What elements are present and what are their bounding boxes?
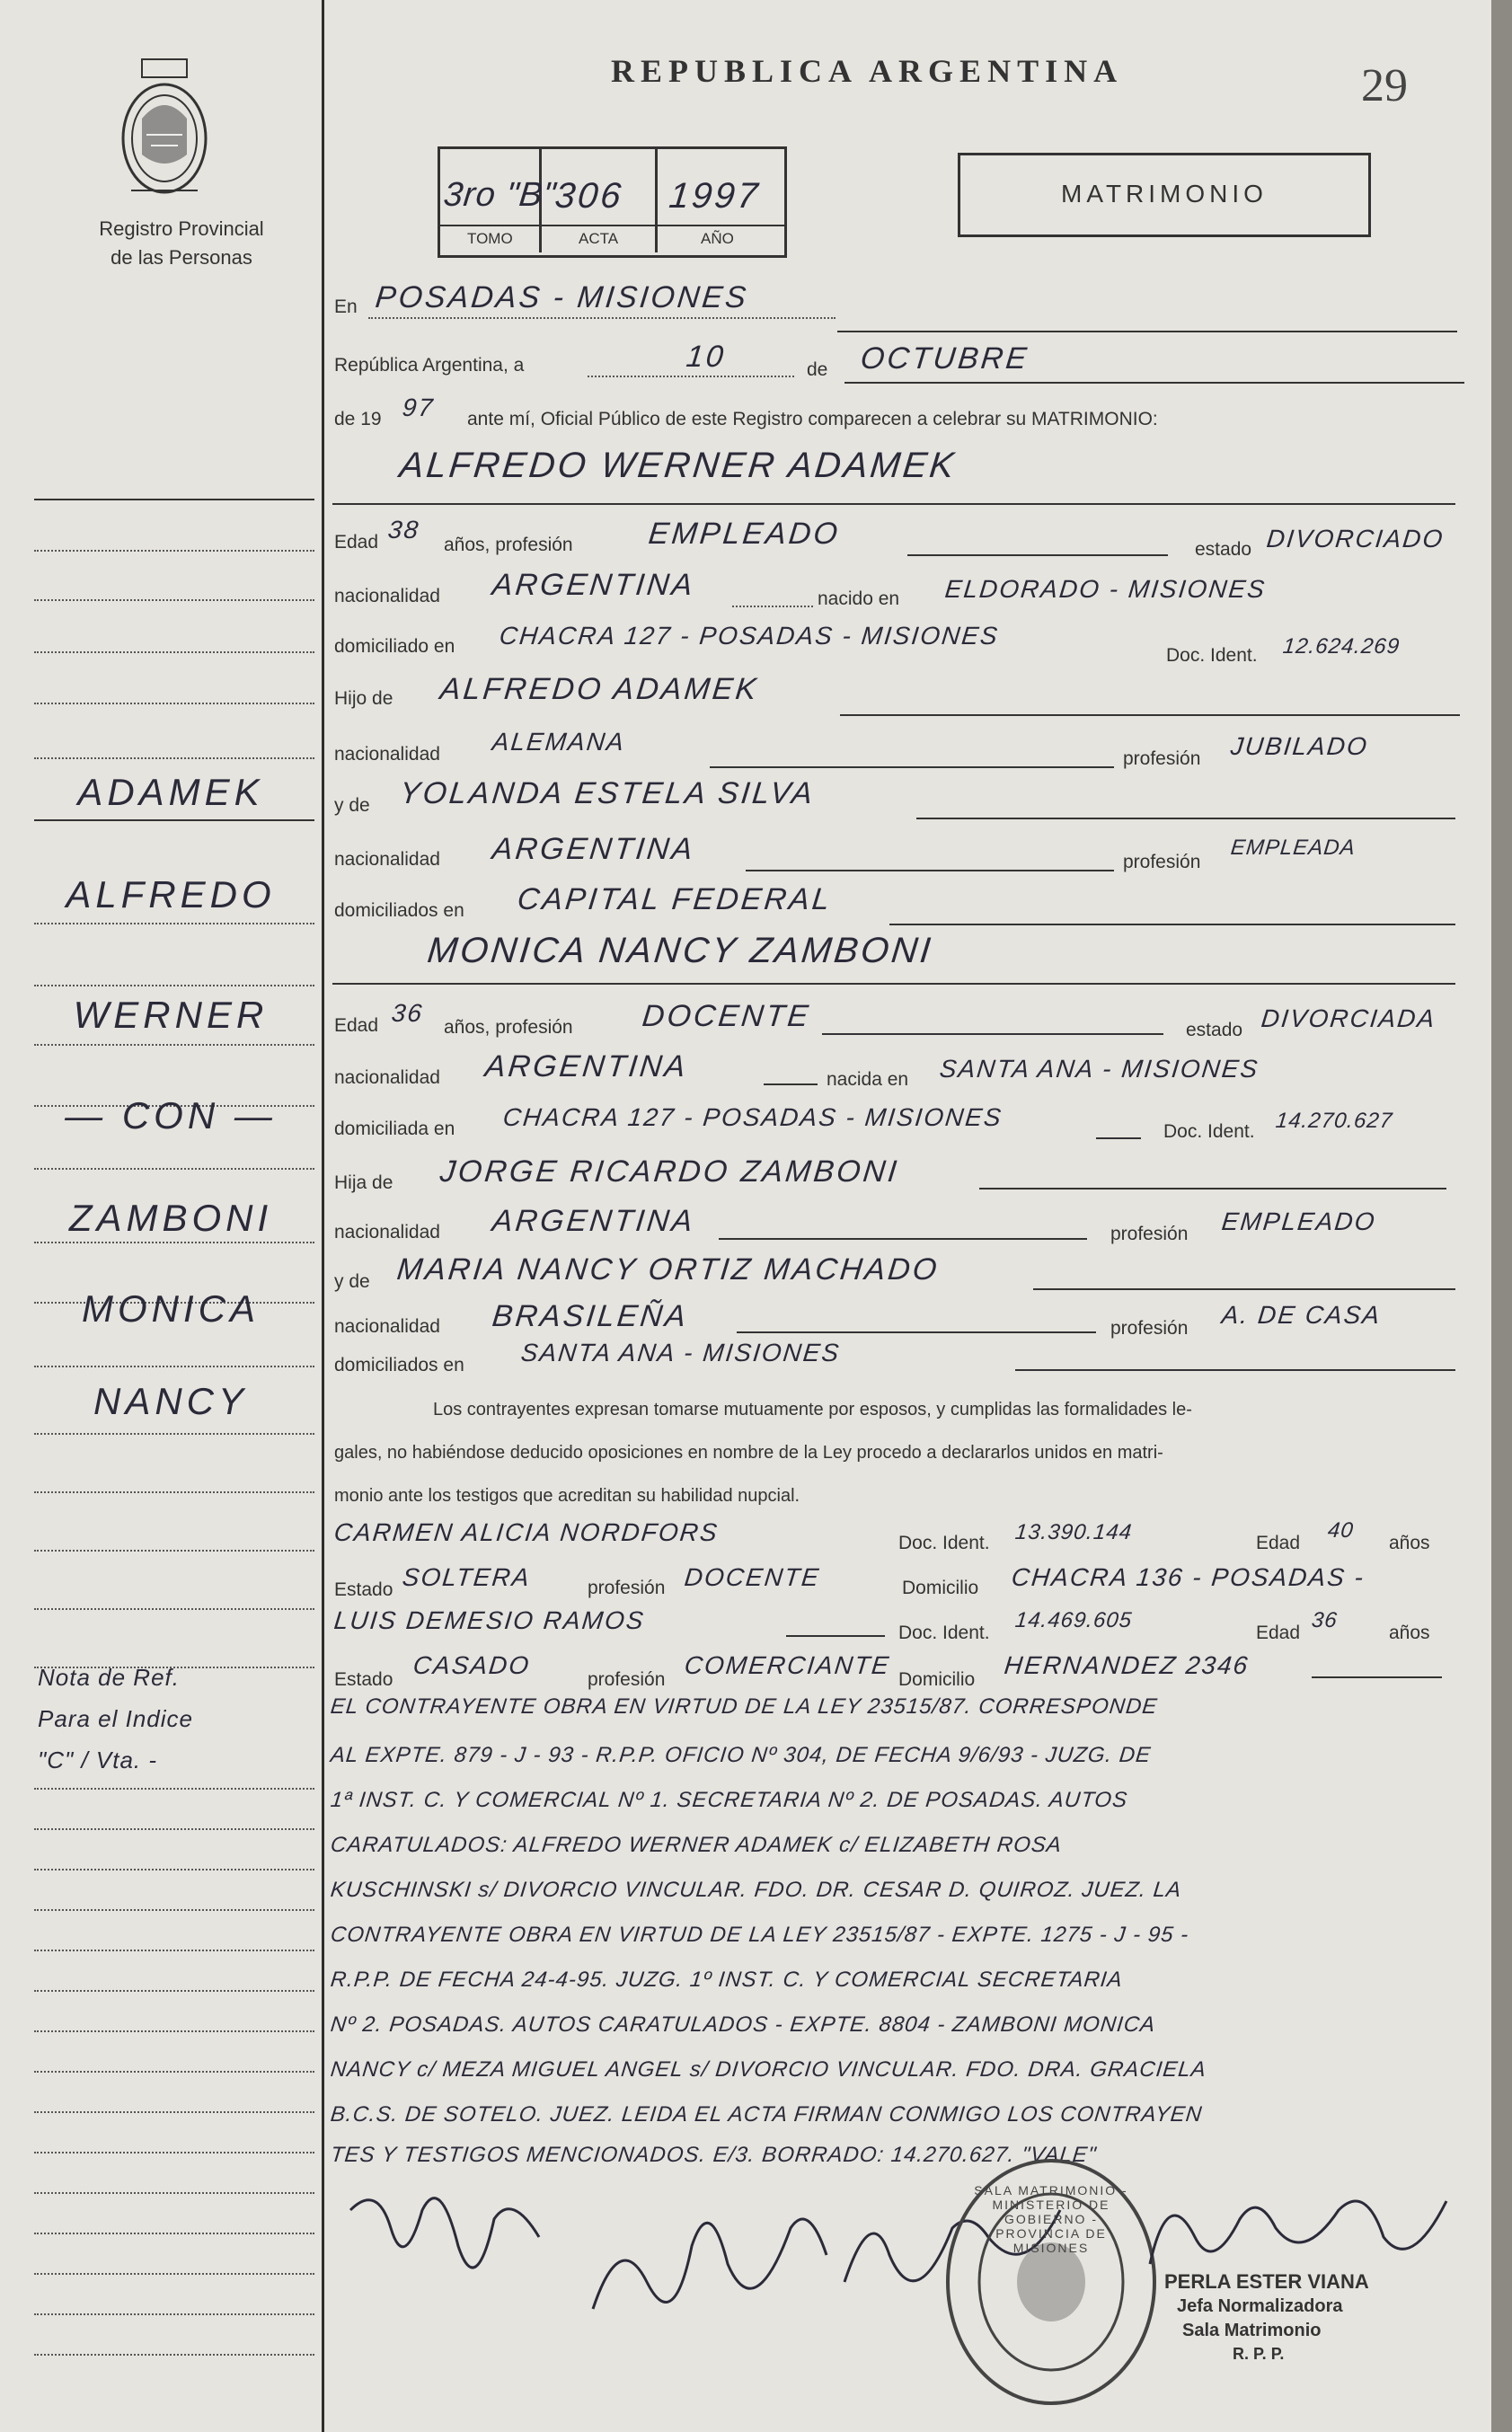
bride-mother-profession: A. DE CASA xyxy=(1220,1301,1383,1329)
groom-domiciliados-label: domiciliados en xyxy=(334,900,464,921)
record-box-label-line xyxy=(438,225,784,226)
bride-domiciliados-label: domiciliados en xyxy=(334,1355,464,1375)
groom-father-prof-label: profesión xyxy=(1123,748,1201,769)
bride-profession: DOCENTE xyxy=(641,999,813,1033)
bride-doc: 14.270.627 xyxy=(1274,1109,1394,1133)
note-line-10: B.C.S. DE SOTELO. JUEZ. LEIDA EL ACTA FIRMAN CONMIGO LOS CONTRAYEN xyxy=(329,2102,1204,2127)
margin-surname-bride: ZAMBONI xyxy=(68,1197,273,1239)
bride-mother-nac-label: nacionalidad xyxy=(334,1316,440,1337)
bride-father: JORGE RICARDO ZAMBONI xyxy=(438,1154,901,1189)
groom-parents-address: CAPITAL FEDERAL xyxy=(516,882,834,916)
note-line-6: CONTRAYENTE OBRA EN VIRTUD DE LA LEY 23515/87 - EXPTE. 1275 - J - 95 - xyxy=(329,1923,1190,1947)
margin-note-line3: "C" / Vta. - xyxy=(38,1747,158,1773)
groom-father-nac-label: nacionalidad xyxy=(334,744,440,765)
margin-note-line1: Nota de Ref. xyxy=(38,1664,180,1691)
groom-full-name: ALFREDO WERNER ADAMEK xyxy=(397,446,959,485)
margin-con: — CON — xyxy=(65,1094,277,1136)
bride-mother-nationality: BRASILEÑA xyxy=(491,1299,690,1333)
bride-address: CHACRA 127 - POSADAS - MISIONES xyxy=(501,1103,1004,1131)
declaration-line3: monio ante los testigos que acreditan su habilidad nupcial. xyxy=(334,1486,800,1506)
groom-hijo-label: Hijo de xyxy=(334,688,393,709)
margin-note-line2: Para el Indice xyxy=(38,1705,193,1732)
bride-nacida-label: nacida en xyxy=(827,1069,909,1090)
groom-mother-nationality: ARGENTINA xyxy=(491,832,697,866)
page-edge xyxy=(1491,0,1512,2432)
bride-y-de-label: y de xyxy=(334,1271,370,1292)
groom-estado-label: estado xyxy=(1195,539,1252,560)
groom-profession: EMPLEADO xyxy=(647,517,843,551)
anio-label: AÑO xyxy=(701,230,734,247)
de-label: de xyxy=(807,359,828,380)
intro-statement: ante mí, Oficial Público de este Registro comparecen a celebrar su MATRIMONIO: xyxy=(467,409,1158,429)
tomo-label: TOMO xyxy=(467,230,513,247)
witness2-age: 36 xyxy=(1310,1608,1340,1632)
bride-mother: MARIA NANCY ORTIZ MACHADO xyxy=(395,1252,942,1287)
groom-nacionalidad-label: nacionalidad xyxy=(334,586,440,606)
bride-father-nac-label: nacionalidad xyxy=(334,1222,440,1243)
groom-mother: YOLANDA ESTELA SILVA xyxy=(398,776,817,810)
bride-civil-status: DIVORCIADA xyxy=(1260,1004,1437,1032)
witness2-anos-label: años xyxy=(1389,1623,1430,1643)
officer-title: Jefa Normalizadora xyxy=(1177,2296,1343,2316)
bride-edad-label: Edad xyxy=(334,1015,379,1036)
bride-age: 36 xyxy=(390,999,425,1027)
witness2-edad-label: Edad xyxy=(1256,1623,1301,1643)
groom-father-profession: JUBILADO xyxy=(1229,732,1370,760)
witness1-name: CARMEN ALICIA NORDFORS xyxy=(332,1518,721,1546)
place-value: POSADAS - MISIONES xyxy=(374,280,750,314)
witness1-domicilio-label: Domicilio xyxy=(902,1578,979,1598)
day-value: 10 xyxy=(685,340,728,374)
provincial-seal-icon xyxy=(115,56,214,199)
witness2-address: HERNANDEZ 2346 xyxy=(1003,1651,1251,1679)
officer-name: PERLA ESTER VIANA xyxy=(1164,2270,1369,2293)
groom-age: 38 xyxy=(386,516,421,544)
groom-edad-label: Edad xyxy=(334,532,379,553)
record-box-divider-2 xyxy=(655,146,658,252)
note-line-7: R.P.P. DE FECHA 24-4-95. JUZG. 1º INST. C. Y COMERCIAL SECRETARIA xyxy=(329,1968,1125,1992)
officer-abbr: R. P. P. xyxy=(1233,2345,1285,2363)
declaration-line1: Los contrayentes expresan tomarse mutuamente por esposos, y cumplidas las formalidades le- xyxy=(433,1400,1192,1419)
groom-nationality: ARGENTINA xyxy=(491,568,697,602)
groom-father: ALFREDO ADAMEK xyxy=(438,672,761,706)
declaration-line2: gales, no habiéndose deducido oposiciones en nombre de la Ley procedo a declararlos unidos en matri- xyxy=(334,1443,1163,1463)
witness1-doc: 13.390.144 xyxy=(1013,1520,1134,1544)
witness2-domicilio-label: Domicilio xyxy=(898,1669,976,1690)
anio-value: 1997 xyxy=(667,176,763,216)
bride-father-nationality: ARGENTINA xyxy=(491,1204,697,1238)
bride-father-prof-label: profesión xyxy=(1110,1224,1189,1244)
groom-mother-nac-label: nacionalidad xyxy=(334,849,440,870)
groom-y-de-label: y de xyxy=(334,795,370,816)
witness1-age: 40 xyxy=(1326,1518,1356,1543)
margin-surname-groom: ADAMEK xyxy=(77,771,264,813)
groom-mother-prof-label: profesión xyxy=(1123,852,1201,872)
note-line-5: KUSCHINSKI s/ DIVORCIO VINCULAR. FDO. DR. CESAR D. QUIROZ. JUEZ. LA xyxy=(329,1878,1183,1902)
witness2-estado-label: Estado xyxy=(334,1669,393,1690)
note-line-3: 1ª INST. C. Y COMERCIAL Nº 1. SECRETARIA Nº 2. DE POSADAS. AUTOS xyxy=(329,1788,1129,1812)
bride-estado-label: estado xyxy=(1186,1020,1243,1040)
margin-name-werner: WERNER xyxy=(73,994,269,1036)
groom-mother-profession: EMPLEADA xyxy=(1229,836,1357,860)
witness1-doc-label: Doc. Ident. xyxy=(898,1533,990,1553)
registry-name-line1: Registro Provincial xyxy=(99,217,264,240)
month-value: OCTUBRE xyxy=(859,341,1031,376)
bride-birthplace: SANTA ANA - MISIONES xyxy=(938,1055,1260,1083)
bride-parents-address: SANTA ANA - MISIONES xyxy=(519,1339,842,1366)
groom-doc-label: Doc. Ident. xyxy=(1166,645,1258,666)
groom-father-nationality: ALEMANA xyxy=(491,728,627,756)
witness2-profesion-label: profesión xyxy=(588,1669,666,1690)
note-line-8: Nº 2. POSADAS. AUTOS CARATULADOS - EXPTE. 8804 - ZAMBONI MONICA xyxy=(329,2012,1157,2037)
groom-address: CHACRA 127 - POSADAS - MISIONES xyxy=(498,622,1001,650)
witness1-anos-label: años xyxy=(1389,1533,1430,1553)
note-line-2: AL EXPTE. 879 - J - 93 - R.P.P. OFICIO Nº 304, DE FECHA 9/6/93 - JUZG. DE xyxy=(329,1743,1153,1767)
margin-name-monica: MONICA xyxy=(82,1287,260,1330)
witness1-profession: DOCENTE xyxy=(683,1563,822,1591)
stamp-text: SALA MATRIMONIO - MINISTERIO DE GOBIERNO - PROVINCIA DE MISIONES xyxy=(974,2183,1128,2255)
registry-name-line2: de las Personas xyxy=(111,246,252,269)
bride-nationality: ARGENTINA xyxy=(483,1049,690,1083)
note-line-9: NANCY c/ MEZA MIGUEL ANGEL s/ DIVORCIO VINCULAR. FDO. DRA. GRACIELA xyxy=(329,2057,1208,2082)
document-type-title: MATRIMONIO xyxy=(1061,180,1268,208)
bride-domiciliada-label: domiciliada en xyxy=(334,1119,455,1139)
witness2-doc-label: Doc. Ident. xyxy=(898,1623,990,1643)
acta-value: 306 xyxy=(553,176,626,216)
witness2-doc: 14.469.605 xyxy=(1013,1608,1134,1632)
margin-divider xyxy=(322,0,324,2432)
officer-signature xyxy=(1141,2174,1464,2282)
witness1-civil-status: SOLTERA xyxy=(401,1563,533,1591)
groom-civil-status: DIVORCIADO xyxy=(1265,525,1446,553)
groom-nacido-label: nacido en xyxy=(818,588,900,609)
groom-birthplace: ELDORADO - MISIONES xyxy=(943,575,1268,603)
witness2-profession: COMERCIANTE xyxy=(683,1651,892,1679)
en-label: En xyxy=(334,296,358,317)
bride-nacionalidad-label: nacionalidad xyxy=(334,1067,440,1088)
witness2-civil-status: CASADO xyxy=(411,1651,532,1679)
tomo-value: 3ro "B" xyxy=(441,176,559,214)
margin-name-nancy: NANCY xyxy=(93,1380,249,1422)
groom-domiciliado-label: domiciliado en xyxy=(334,636,455,657)
margin-name-alfredo: ALFREDO xyxy=(66,873,276,915)
note-line-11: TES Y TESTIGOS MENCIONADOS. E/3. BORRADO: 14.270.627. "VALE" xyxy=(329,2143,1098,2167)
witness1-estado-label: Estado xyxy=(334,1579,393,1600)
bride-father-profession: EMPLEADO xyxy=(1220,1207,1378,1235)
page-number: 29 xyxy=(1361,60,1408,111)
year-suffix: 97 xyxy=(401,394,436,421)
witness1-address: CHACRA 136 - POSADAS - xyxy=(1010,1563,1366,1591)
bride-mother-prof-label: profesión xyxy=(1110,1318,1189,1339)
bride-doc-label: Doc. Ident. xyxy=(1163,1121,1255,1142)
witness1-edad-label: Edad xyxy=(1256,1533,1301,1553)
bride-full-name: MONICA NANCY ZAMBONI xyxy=(425,931,935,970)
republic-label: República Argentina, a xyxy=(334,355,525,376)
groom-doc: 12.624.269 xyxy=(1281,634,1401,659)
acta-label: ACTA xyxy=(579,230,619,247)
year-prefix: de 19 xyxy=(334,409,382,429)
note-line-4: CARATULADOS: ALFREDO WERNER ADAMEK c/ ELIZABETH ROSA xyxy=(329,1833,1064,1857)
witness2-name: LUIS DEMESIO RAMOS xyxy=(332,1606,647,1634)
bride-hija-label: Hija de xyxy=(334,1172,393,1193)
note-line-1: EL CONTRAYENTE OBRA EN VIRTUD DE LA LEY 23515/87. CORRESPONDE xyxy=(329,1694,1159,1719)
groom-profesion-label: años, profesión xyxy=(444,535,573,555)
officer-office: Sala Matrimonio xyxy=(1182,2321,1322,2340)
country-title: REPUBLICA ARGENTINA xyxy=(611,53,1124,89)
bride-profesion-label: años, profesión xyxy=(444,1017,573,1038)
witness1-profesion-label: profesión xyxy=(588,1578,666,1598)
